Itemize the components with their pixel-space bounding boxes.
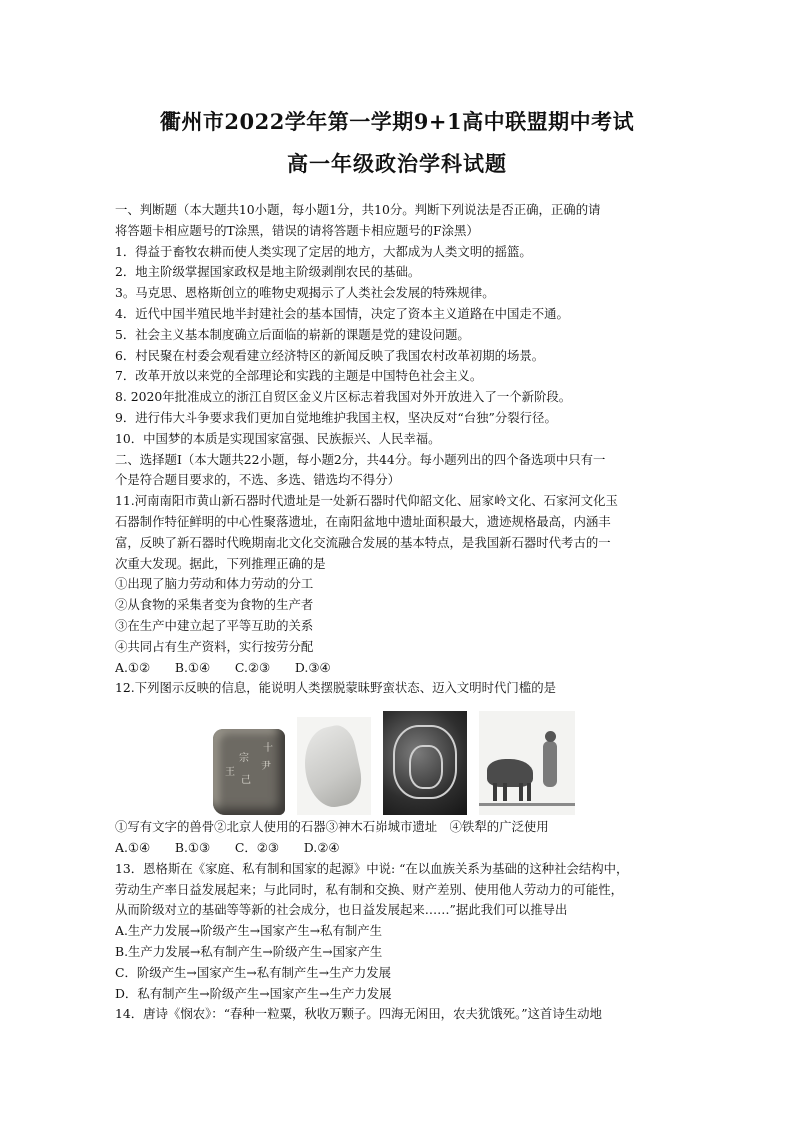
text-line: 劳动生产率日益发展起来；与此同时，私有制和交换、财产差别、使用他人劳动力的可能性，	[115, 881, 624, 897]
text-line: 将答题卡相应题号的T涂黑，错误的请将答题卡相应题号的F涂黑）	[115, 222, 479, 238]
text-line: A.①② B.①④ C.②③ D.③④	[115, 659, 331, 675]
text-line: 14．唐诗《悯农》：“春种一粒粟，秋收万颗子。四海无闲田，农夫犹饿死。”这首诗生动地	[115, 1006, 602, 1022]
text-line: 富，反映了新石器时代晚期南北文化交流融合发展的基本特点，是我国新石器时代考古的一	[115, 534, 611, 550]
text-line: 3。马克思、恩格斯创立的唯物史观揭示了人类社会发展的特殊规律。	[115, 285, 495, 301]
text-line: 2．地主阶级掌握国家政权是地主阶级剥削农民的基础。	[115, 264, 421, 280]
bone-glyph: 尹	[261, 761, 271, 773]
text-line: 从而阶级对立的基础等等新的社会成分，也日益发展起来……”据此我们可以推导出	[115, 902, 568, 918]
text-line: 6．村民聚在村委会观看建立经济特区的新闻反映了我国农村改革初期的场景。	[115, 347, 545, 363]
text-line: ③在生产中建立起了平等互助的关系	[115, 617, 314, 633]
question-12-images	[115, 705, 685, 815]
text-line: C．阶级产生→国家产生→私有制产生→生产力发展	[115, 964, 392, 980]
text-line: 5．社会主义基本制度确立后面临的崭新的课题是党的建设问题。	[115, 326, 470, 342]
text-line: 石器制作特征鲜明的中心性聚落遗址，在南阳盆地中遗址面积最大，遗迹规格最高，内涵丰	[115, 513, 611, 529]
text-line: 二、选择题Ⅰ（本大题共22小题，每小题2分，共44分。每小题列出的四个备选项中只有一	[115, 451, 606, 467]
text-line: 13．恩格斯在《家庭、私有制和国家的起源》中说: “在以血族关系为基础的这种社会结构中，	[115, 860, 629, 876]
text-line: 8. 2020年批准成立的浙江自贸区金义片区标志着我国对外开放进入了一个新阶段。	[115, 389, 572, 405]
text-line: 4．近代中国半殖民地半封建社会的基本国情，决定了资本主义道路在中国走不通。	[115, 305, 569, 321]
text-line: B.生产力发展→私有制产生→阶级产生→国家产生	[115, 943, 383, 959]
text-line: 12.下列图示反映的信息，能说明人类摆脱蒙昧野蛮状态、迈入文明时代门槛的是	[115, 680, 556, 696]
text-line: 10．中国梦的本质是实现国家富强、民族振兴、人民幸福。	[115, 430, 441, 446]
text-line: 11.河南南阳市黄山新石器时代遗址是一处新石器时代仰韶文化、屈家岭文化、石家河文化玉	[115, 493, 618, 509]
text-line: ①出现了脑力劳动和体力劳动的分工	[115, 576, 314, 592]
text-line: 9．进行伟大斗争要求我们更加自觉地维护我国主权，坚决反对“台独”分裂行径。	[115, 409, 557, 425]
bone-glyph: 十	[263, 743, 273, 755]
text-line: ②从食物的采集者变为食物的生产者	[115, 597, 314, 613]
city-ruins-image	[383, 711, 467, 815]
exam-subtitle: 高一年级政治学科试题	[287, 151, 507, 176]
text-line: A.生产力发展→阶级产生→国家产生→私有制产生	[115, 923, 383, 939]
iron-plow-image	[479, 711, 575, 815]
text-line: 个是符合题目要求的，不选、多选、错选均不得分）	[115, 472, 400, 488]
text-line: ④共同占有生产资料，实行按劳分配	[115, 638, 314, 654]
text-line: 1．得益于畜牧农耕而使人类实现了定居的地方，大都成为人类文明的摇篮。	[115, 243, 532, 259]
text-line: ①写有文字的兽骨②北京人使用的石器③神木石峁城市遗址 ④铁犁的广泛使用	[115, 819, 549, 835]
bone-glyph: 己	[241, 775, 251, 787]
text-line: 次重大发现。据此，下列推理正确的是	[115, 555, 326, 571]
text-line: A.①④ B.①③ C．②③ D.②④	[115, 839, 340, 855]
text-line: D．私有制产生→阶级产生→国家产生→生产力发展	[115, 985, 392, 1001]
stone-tool-image	[297, 717, 371, 815]
question-block-1	[115, 200, 685, 699]
exam-body	[115, 200, 685, 1025]
text-line: 一、判断题（本大题共10小题，每小题1分，共10分。判断下列说法是否正确，正确的请	[115, 202, 601, 217]
oracle-bone-image	[213, 729, 285, 815]
text-line: 7．改革开放以来党的全部理论和实践的主题是中国特色社会主义。	[115, 368, 483, 384]
bone-glyph: 王	[225, 767, 235, 779]
question-block-2	[115, 817, 685, 1025]
bone-glyph: 宗	[239, 753, 249, 765]
exam-title: 衢州市2022学年第一学期9+1高中联盟期中考试	[159, 109, 635, 134]
